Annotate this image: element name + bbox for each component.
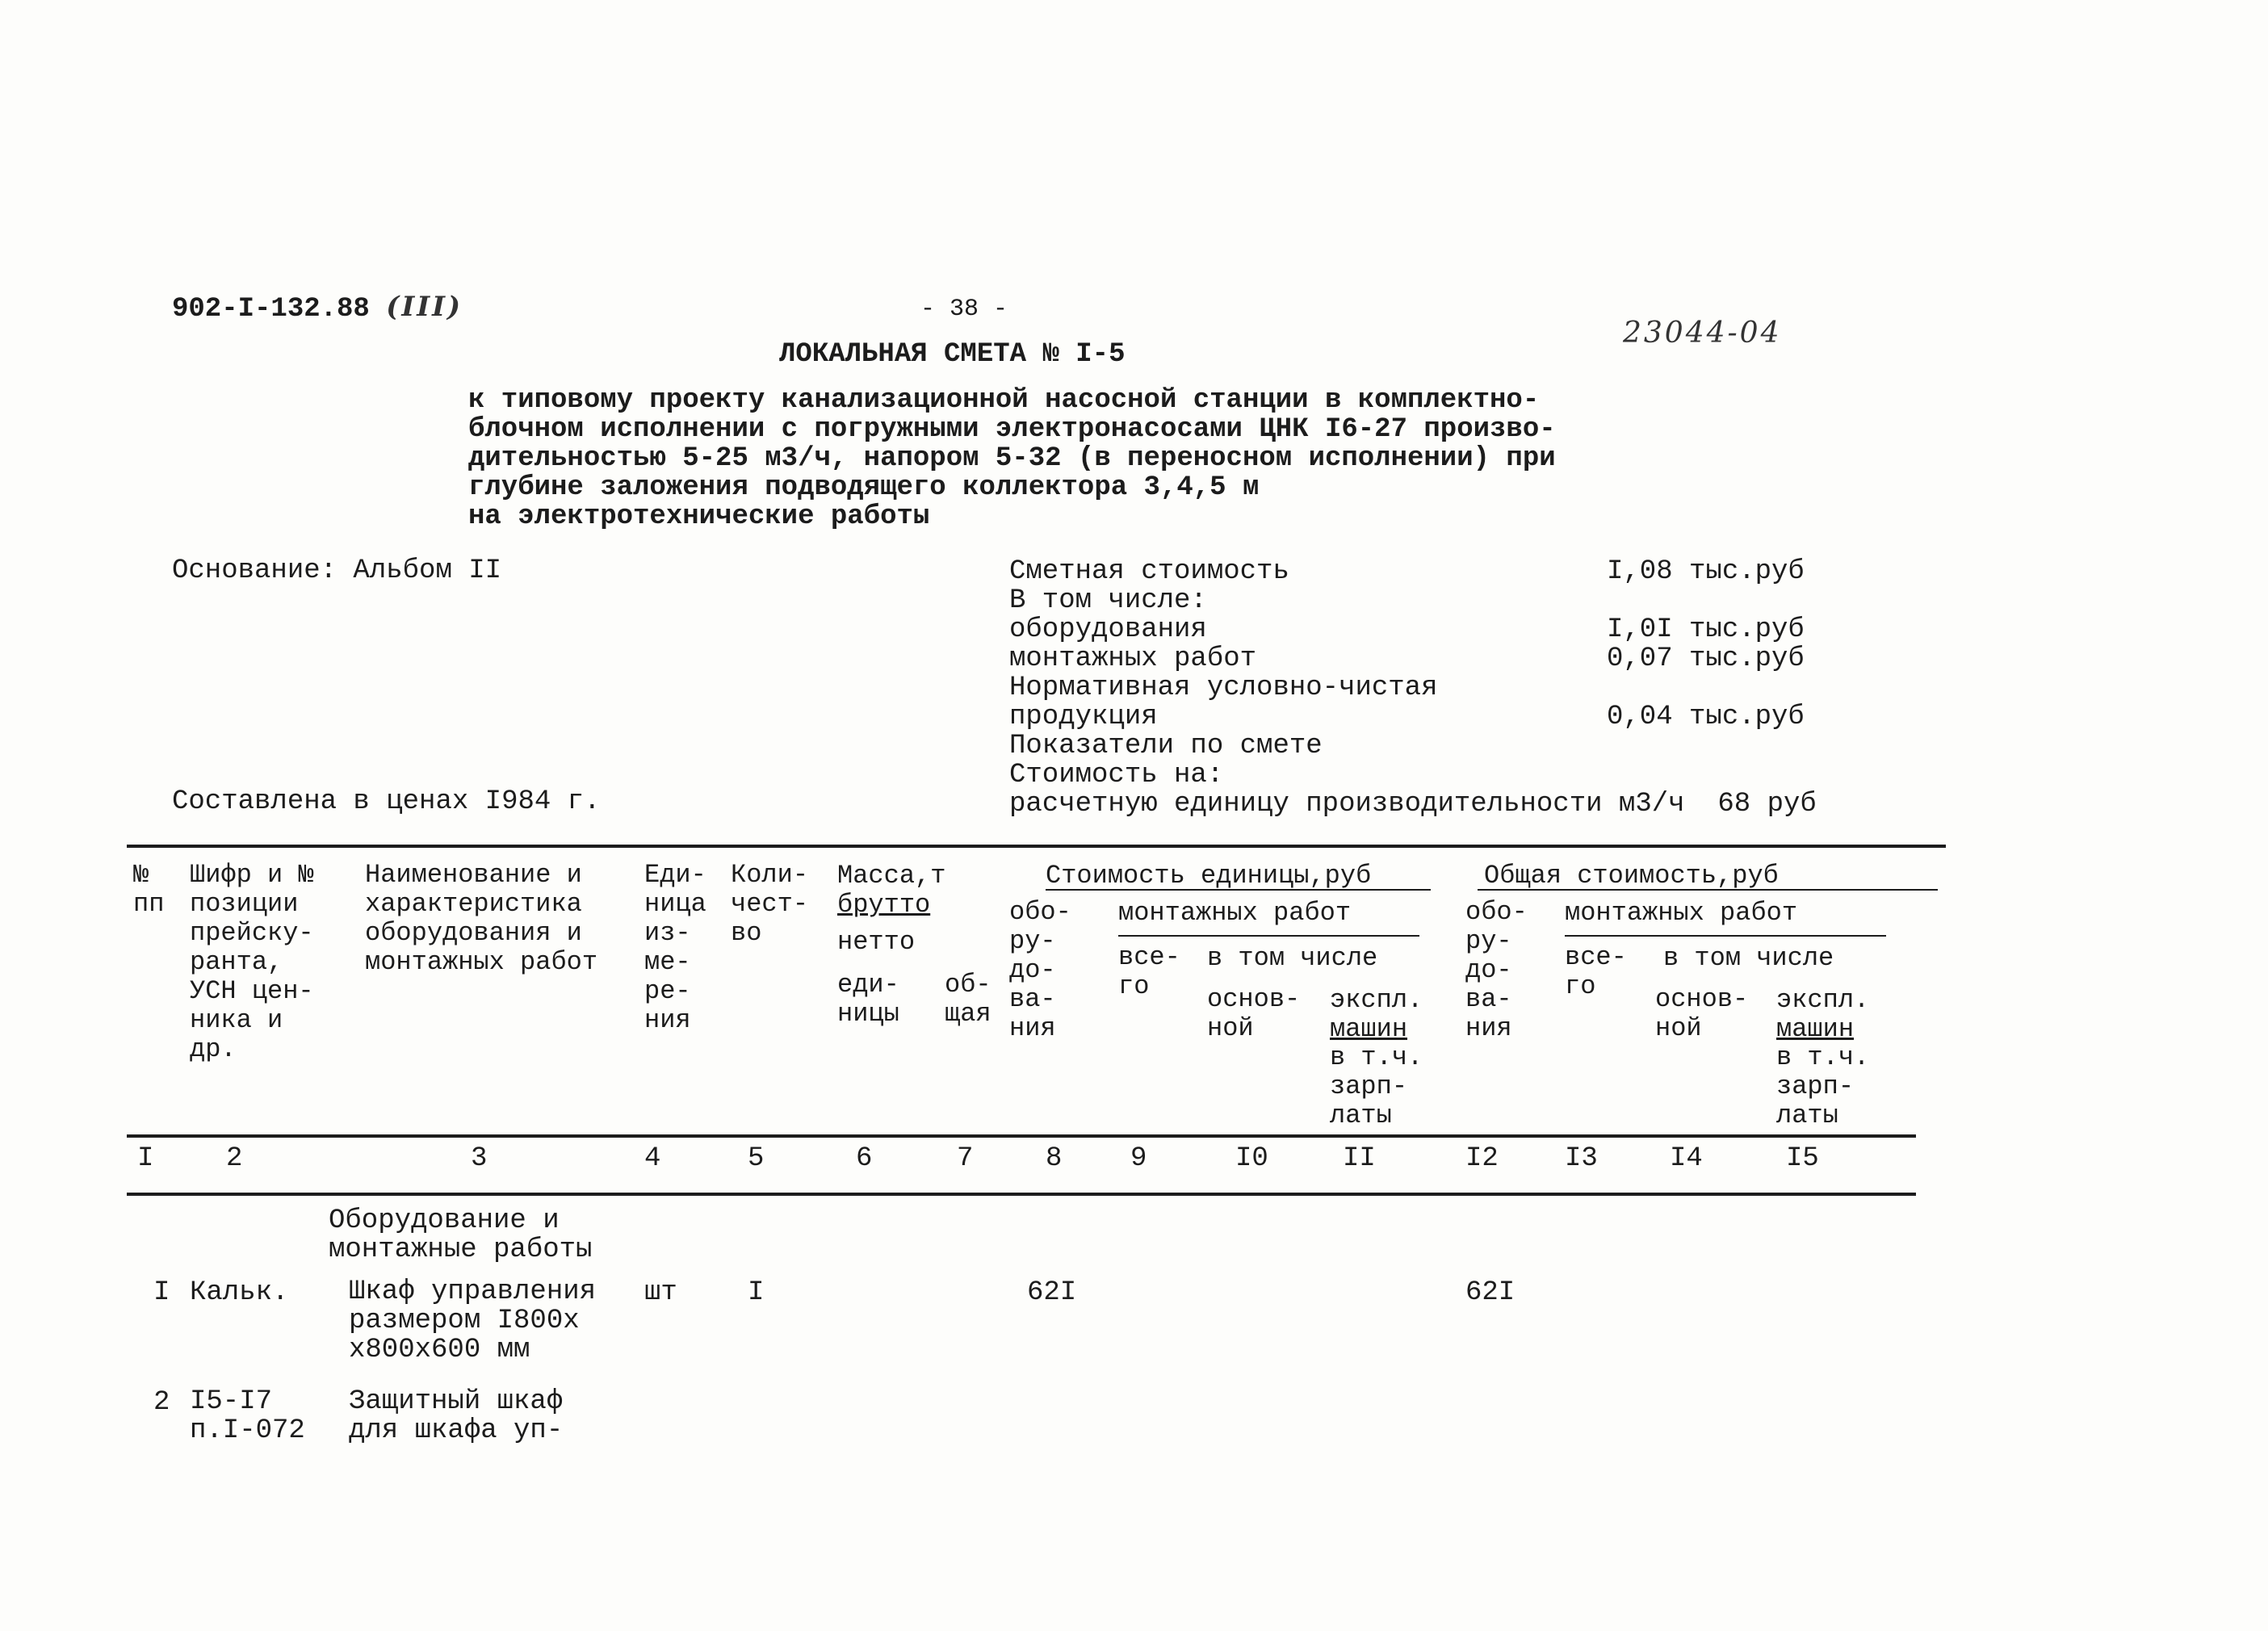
page-number: - 38 -: [920, 296, 1008, 323]
install-value: 0,07 тыс.руб: [1607, 644, 1805, 674]
column-number: 3: [471, 1143, 488, 1174]
table-top-rule: [127, 845, 1946, 848]
unit-cost-line: [1009, 790, 1817, 819]
column-number: 7: [957, 1143, 974, 1174]
subtitle-line: на электротехнические работы: [468, 501, 930, 532]
indicators-label: Показатели по смете: [1009, 731, 1323, 761]
total-cost-group-header: Общая стоимость,руб: [1484, 861, 1779, 891]
unit-cost-group-header: Стоимость единицы,руб: [1046, 861, 1372, 891]
header-col-7: об- щая: [945, 970, 991, 1029]
row-quantity: I: [748, 1277, 765, 1308]
column-number: 8: [1046, 1143, 1063, 1174]
subtitle-line: блочном исполнении с погружными электронасосами ЦНК I6-27 произво-: [468, 414, 1556, 445]
column-number: 6: [856, 1143, 873, 1174]
column-number: 2: [226, 1143, 243, 1174]
equipment-value: I,0I тыс.руб: [1607, 614, 1805, 645]
doc-code: 902-I-132.88 (III): [172, 291, 463, 325]
header-col-15-c: в т.ч. зарп- латы: [1776, 1042, 1870, 1130]
header-col-4: Еди- ница из- ме- ре- ния: [644, 860, 706, 1035]
column-number: II: [1343, 1143, 1376, 1174]
cost-value: I,08 тыс.руб: [1607, 556, 1805, 587]
subtitle-line: глубине заложения подводящего коллектора 3,4,5 м: [468, 472, 1260, 503]
normative-label: продукция: [1009, 702, 1158, 732]
unit-label: расчетную единицу производительности м3/ч: [1009, 789, 1685, 820]
install-rule-2: [1565, 935, 1886, 937]
header-col-11-b: машин: [1330, 1014, 1408, 1044]
column-number: I4: [1670, 1143, 1703, 1174]
row-number: 2: [153, 1387, 170, 1418]
header-col-3: Наименование и характеристика оборудования и монтажных работ: [365, 860, 598, 977]
subtitle-line: к типовому проекту канализационной насосной станции в комплектно-: [468, 385, 1540, 416]
header-col-13: все- го: [1565, 942, 1627, 1001]
row-unit: шт: [644, 1277, 677, 1308]
column-number: I: [137, 1143, 154, 1174]
header-col-8: обо- ру- до- ва- ния: [1009, 897, 1071, 1043]
including-label: В том числе:: [1009, 585, 1207, 616]
column-number: 5: [748, 1143, 765, 1174]
row-name: Защитный шкаф для шкафа уп-: [349, 1386, 564, 1446]
incl-header-2: в том числе: [1663, 943, 1834, 973]
equipment-label: оборудования: [1009, 614, 1207, 645]
install-label: монтажных работ: [1009, 644, 1257, 674]
header-col-15-a: экспл.: [1776, 985, 1870, 1015]
unit-value: 68 руб: [1717, 789, 1817, 820]
header-col-15-b: машин: [1776, 1014, 1855, 1044]
album-mark: (III): [386, 291, 463, 323]
subtitle-line: дительностью 5-25 м3/ч, напором 5-32 (в переносном исполнении) при: [468, 443, 1556, 474]
basis: Основание: Альбом II: [172, 556, 502, 586]
summary-values: [1607, 557, 1805, 732]
incl-header-1: в том числе: [1207, 943, 1378, 973]
install-group-header-1: монтажных работ: [1118, 898, 1352, 928]
header-col-11-c: в т.ч. зарп- латы: [1330, 1042, 1423, 1130]
row-name: Шкаф управления размером I800x x800x600 мм: [349, 1277, 597, 1365]
header-col-9: все- го: [1118, 942, 1180, 1001]
header-col-1: № пп: [133, 860, 165, 919]
column-number: I2: [1465, 1143, 1499, 1174]
mass-brutto-header: брутто: [837, 890, 931, 920]
row-code: I5-I7 п.I-072: [190, 1386, 305, 1446]
mass-group-header: Масса,т: [837, 861, 946, 891]
cost-label: Сметная стоимость: [1009, 556, 1289, 587]
header-col-12: обо- ру- до- ва- ния: [1465, 897, 1528, 1043]
column-number: I0: [1235, 1143, 1268, 1174]
subtitle: [468, 386, 1556, 531]
document-title: ЛОКАЛЬНАЯ СМЕТА № I-5: [779, 339, 1126, 370]
normative-label: Нормативная условно-чистая: [1009, 673, 1438, 703]
column-number: I3: [1565, 1143, 1598, 1174]
column-numbers-rule: [127, 1193, 1916, 1196]
row-code: Кальк.: [190, 1277, 289, 1308]
cost-per-label: Стоимость на:: [1009, 760, 1224, 790]
normative-value: 0,04 тыс.руб: [1607, 702, 1805, 732]
column-number: I5: [1786, 1143, 1819, 1174]
archive-number: 23044-04: [1623, 317, 1782, 350]
column-number: 4: [644, 1143, 661, 1174]
section-title: Оборудование и монтажные работы: [329, 1205, 593, 1265]
install-rule-1: [1118, 935, 1419, 937]
header-bottom-rule: [127, 1134, 1916, 1138]
row-equipment-unit-cost: 62I: [1027, 1277, 1077, 1308]
header-col-6: еди- ницы: [837, 970, 899, 1029]
row-number: I: [153, 1277, 170, 1308]
install-group-header-2: монтажных работ: [1565, 898, 1798, 928]
row-equipment-total-cost: 62I: [1465, 1277, 1515, 1308]
header-col-10: основ- ной: [1207, 984, 1301, 1043]
compiled-in-prices: Составлена в ценах I984 г.: [172, 786, 601, 817]
header-col-14: основ- ной: [1655, 984, 1749, 1043]
column-number: 9: [1130, 1143, 1147, 1174]
header-col-5: Коли- чест- во: [731, 860, 809, 948]
mass-netto-header: нетто: [837, 927, 916, 957]
header-col-2: Шифр и № позиции прейску- ранта, УСН цен- ника и др.: [190, 860, 314, 1064]
header-col-11-a: экспл.: [1330, 985, 1423, 1015]
